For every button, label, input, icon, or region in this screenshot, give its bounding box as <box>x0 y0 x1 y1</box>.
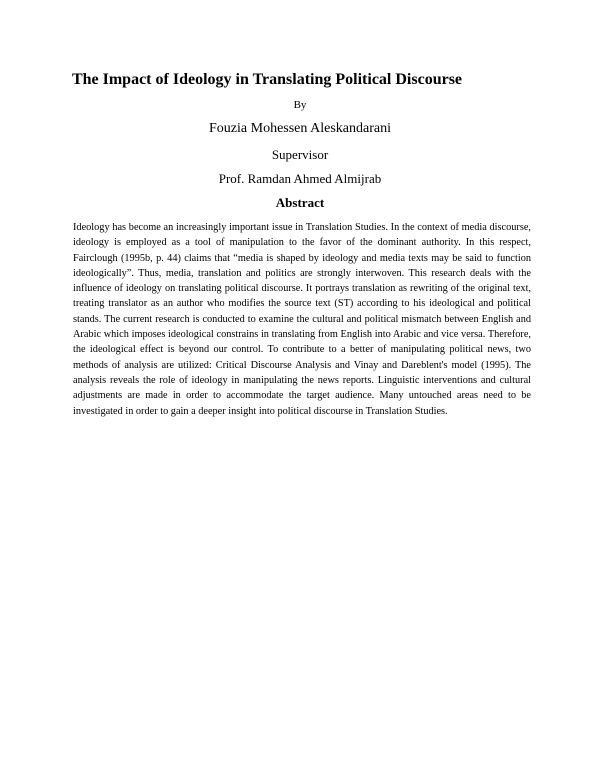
supervisor-label: Supervisor <box>271 147 329 162</box>
abstract-heading: Abstract <box>275 195 325 210</box>
document-title: The Impact of Ideology in Translating Political Discourse <box>71 71 463 88</box>
by-label: By <box>293 99 307 111</box>
supervisor-name: Prof. Ramdan Ahmed Almijrab <box>218 171 382 186</box>
author-name: Fouzia Mohessen Aleskandarani <box>209 121 391 136</box>
abstract-text: Ideology has become an increasingly important issue in Translation Studies. In the context of media discourse, ideology is employed as a tool of manipulation to the favor of the dominant authority. In this respect, Fairclough (1995b, p. 44) claims that “media is shaped by ideology and media texts may be said to function ideologically”. Thus, media, translation and politics are strongly interwoven. This research deals with the influence of ideology on translating political discourse. It portrays translation as rewriting of the original text, treating translator as an author who modifies the source text (ST) according to his ideological and political stands. The current research is conducted to examine the cultural and political mismatch between English and Arabic which imposes ideological constrains in translating from English into Arabic and vice versa. Therefore, the ideological effect is beyond our control. To contribute to a better of manipulating political news, two methods of analysis are utilized: Critical Discourse Analysis and Vinay and Dareblent's model (1995). The analysis reveals the role of ideology in manipulating the news reports. Linguistic interventions and cultural adjustments are made in order to accommodate the target audience. Many untouched areas need to be investigated in order to gain a deeper insight into political discourse in Translation Studies. <box>73 222 531 417</box>
